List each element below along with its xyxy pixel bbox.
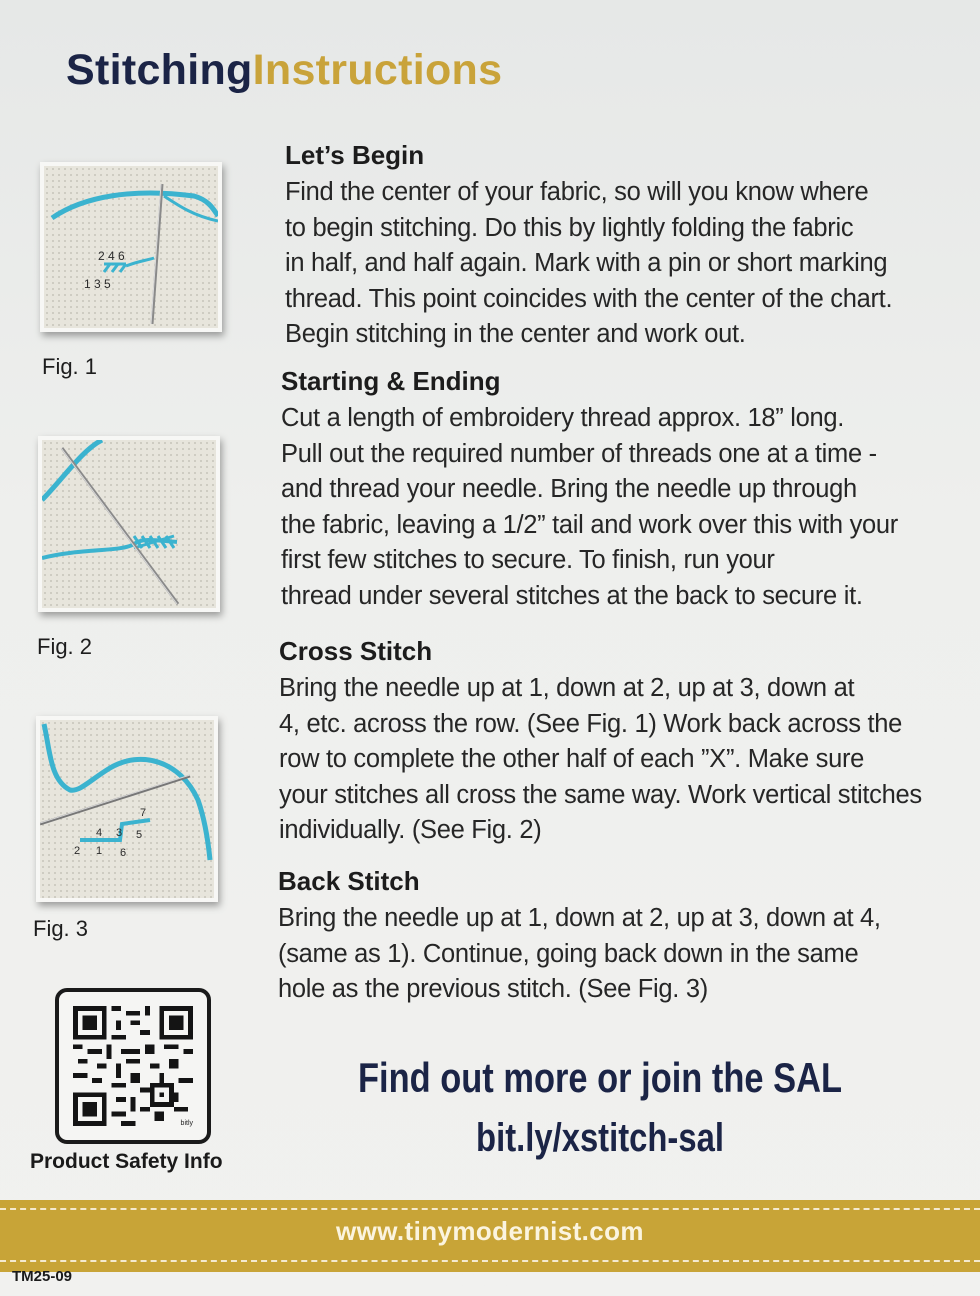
- fig-3-num-2: 2: [74, 845, 81, 857]
- stitch-line-top: [0, 1208, 980, 1210]
- qr-code-icon: [73, 1006, 193, 1126]
- product-safety-label: Product Safety Info: [30, 1150, 223, 1173]
- fig-3-illustration: [40, 720, 214, 898]
- fig-3-num-7: 7: [140, 807, 147, 819]
- fig-3-photo: [36, 716, 218, 902]
- fig-3-num-5: 5: [136, 829, 143, 841]
- fig-3-num-3: 3: [116, 827, 123, 839]
- fig-3-num-4: 4: [96, 827, 103, 839]
- section-heading: Let’s Begin: [285, 140, 425, 170]
- footer-band: [0, 1200, 980, 1272]
- section-heading: Starting & Ending: [281, 366, 501, 396]
- fig-1-label: Fig. 1: [42, 354, 98, 379]
- cta-join-sal: Find out more or join the SAL: [357, 1054, 843, 1101]
- product-code: TM25-09: [12, 1268, 73, 1285]
- title-part-stitching: Stitching: [66, 46, 253, 94]
- section-lets-begin: [285, 140, 980, 353]
- cta-link[interactable]: bit.ly/xstitch-sal: [476, 1116, 724, 1160]
- fig-2-photo: [38, 436, 220, 612]
- section-body: Bring the needle up at 1, down at 2, up at 3, down at 4, (same as 1). Continue, going back down in the same hole as the previous stitch. (See Fig. 3): [278, 904, 881, 1004]
- website-link[interactable]: www.tinymodernist.com: [336, 1216, 644, 1246]
- section-starting-ending: [281, 366, 980, 615]
- fig-3-num-1: 1: [96, 845, 103, 857]
- section-back-stitch: [278, 866, 978, 1008]
- stitch-line-bottom: [0, 1260, 980, 1262]
- section-body: Cut a length of embroidery thread approx. 18” long. Pull out the required number of threads one at a time - and thread your needle. Bring the needle up through the fabric, leaving a 1/2” tail and work over this with your first few stitches to secure. To finish, run your thread under several stitches at the back to secure it.: [281, 404, 898, 610]
- page-title: [66, 46, 502, 95]
- fig-3-label: Fig. 3: [33, 916, 89, 941]
- fig-1-photo: [40, 162, 222, 332]
- section-body: Bring the needle up at 1, down at 2, up at 3, down at 4, etc. across the row. (See Fig. 1) Work back across the row to complete the other half of each ”X”. Make sure your stitches all cross the same way. Work vertical stitches individually. (See Fig. 2): [279, 674, 922, 845]
- qr-code[interactable]: [55, 988, 211, 1144]
- section-body: Find the center of your fabric, so will you know where to begin stitching. Do this by lightly folding the fabric in half, and half again. Mark with a pin or short marking thread. This point coincides with the center of the chart. Begin stitching in the center and work out.: [285, 178, 893, 349]
- fig-2-illustration: [42, 440, 216, 608]
- qr-tag: bitly: [180, 1120, 193, 1127]
- fig-1-numbers-top: 2 4 6: [98, 249, 125, 263]
- fig-2-label: Fig. 2: [37, 634, 93, 659]
- section-heading: Back Stitch: [278, 866, 420, 896]
- fig-3-num-6: 6: [120, 847, 127, 859]
- title-part-instructions: Instructions: [252, 46, 503, 94]
- fig-1-numbers-bottom: 1 3 5: [84, 277, 111, 291]
- section-heading: Cross Stitch: [279, 636, 433, 666]
- fig-1-illustration: [44, 166, 218, 328]
- section-cross-stitch: [279, 636, 979, 849]
